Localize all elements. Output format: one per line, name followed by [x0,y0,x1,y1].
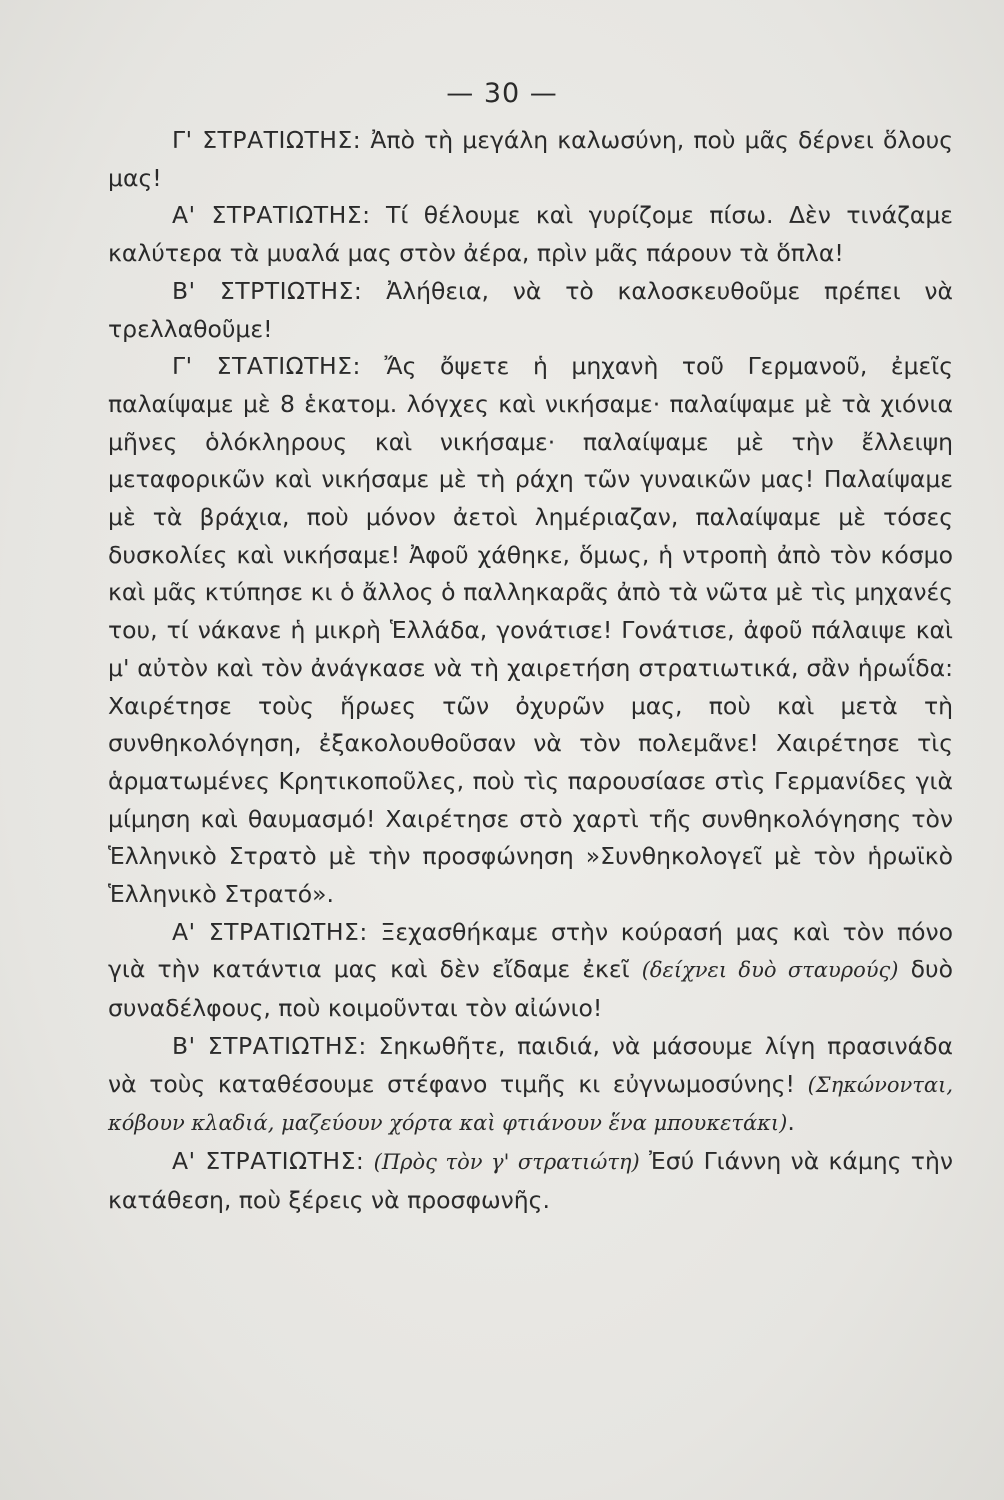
speaker-label: Α' ΣΤΡΑΤΙΩΤΗΣ: [172,201,371,230]
dialogue-text [108,122,953,1219]
dialogue-paragraph [108,914,953,1028]
dialogue-line: Ἄς ὄψετε ἡ μηχανὴ τοῦ Γερμανοῦ, ἐμεῖς παλαίψαμε μὲ 8 ἑκατομ. λόγχες καὶ νικήσαμε· παλαίψαμε μὲ τὰ χιόνια μῆνες ὁλόκληρους καὶ νικήσαμε· παλαίψαμε μὲ τὴν ἔλλειψη μεταφορικῶν καὶ νικήσαμε μὲ τὴ ράχη τῶν γυναικῶν μας! Παλαίψαμε μὲ τὰ βράχια, ποὺ μόνον ἀετοὶ λημέριαζαν, παλαίψαμε μὲ τόσες δυσκολίες καὶ νικήσαμε! Ἀφοῦ χάθηκε, ὅμως, ἡ ντροπὴ ἀπὸ τὸν κόσμο καὶ μᾶς κτύπησε κι ὁ ἄλλος ὁ παλληκαρᾶς ἀπὸ τὰ νῶτα μὲ τὶς μηχανές του, τί νάκανε ἡ μικρὴ Ἑλλάδα, γονάτισε! Γονάτισε, ἀφοῦ πάλαιψε καὶ μ' αὐτὸν καὶ τὸν ἀνάγκασε νὰ τὴ χαιρετήση στρατιωτικά, σἂν ἡρωΐδα: Χαιρέτησε τοὺς ἥρωες τῶν ὀχυρῶν μας, ποὺ καὶ μετὰ τὴ συνθηκολόγηση, ἐξακολουθοῦσαν νὰ τὸν πολεμᾶνε! Χαιρέτησε τὶς ἁρματωμένες Κρητικοποῦλες, ποὺ τὶς παρουσίασε στὶς Γερμανίδες γιὰ μίμηση καὶ θαυμασμό! Χαιρέτησε στὸ χαρτὶ τῆς συνθηκολόγησης τὸν Ἑλληνικὸ Στρατὸ μὲ τὴν προσφώνηση »Συνθηκολογεῖ μὲ τὸν ἡρωϊκὸ Ἑλληνικὸ Στρατό». [108,352,953,909]
dialogue-paragraph [108,122,953,197]
dialogue-line: Ξεχασθήκαμε στὴν κούρασή μας καὶ τὸν πόνο γιὰ τὴν κατάντια μας καὶ δὲν εἴδαμε ἐκεῖ [108,917,953,984]
stage-direction: (δείχνει δυὸ σταυρούς) [641,958,899,983]
dialogue-line: . [787,1108,795,1137]
dialogue-line: Ἀπὸ τὴ μεγάλη καλωσύνη, ποὺ μᾶς δέρνει ὅλους μας! [108,126,954,192]
speaker-label: Β' ΣΤΡΤΙΩΤΗΣ: [172,276,363,305]
dialogue-line: Σηκωθῆτε, παιδιά, νὰ μάσουμε λίγη πρασινάδα νὰ τοὺς καταθέσουμε στέφανο τιμῆς κι εὐγνωμοσύνης! [108,1031,953,1098]
dialogue-line: Ἀλήθεια, νὰ τὸ καλοσκευθοῦμε πρέπει νὰ τρελλαθοῦμε! [108,276,953,343]
dialogue-paragraph [108,273,953,348]
speaker-label: Α' ΣΤΡΑΤΙΩΤΗΣ: [172,917,368,946]
speaker-label: Β' ΣΤΡΑΤΙΩΤΗΣ: [172,1031,367,1060]
dialogue-line: Ἐσύ Γιάννη νὰ κάμης τὴν κατάθεση, ποὺ ξέρεις νὰ προσφωνῆς. [108,1146,953,1214]
dialogue-line [364,1147,373,1175]
stage-direction: (Πρὸς τὸν γ' στρατιώτη) [373,1149,640,1174]
dialogue-paragraph [108,1028,953,1143]
dialogue-paragraph [108,1143,953,1219]
dialogue-line: δυὸ συναδέλφους, ποὺ κοιμοῦνται τὸν αἰώνιο! [108,955,953,1023]
stage-direction: (Σηκώνονται, κόβουν κλαδιά, μαζεύουν χόρτα καὶ φτιάνουν ἕνα μπουκετάκι) [108,1072,953,1136]
speaker-label: Γ' ΣΤΑΤΙΩΤΗΣ: [172,352,361,381]
dialogue-paragraph [108,197,953,272]
dialogue-paragraph [108,348,953,914]
speaker-label: Γ' ΣΤΡΑΤΙΩΤΗΣ: [172,126,362,154]
dialogue-line: Τί θέλουμε καὶ γυρίζομε πίσω. Δὲν τινάζαμε καλύτερα τὰ μυαλά μας στὸν ἀέρα, πρὶν μᾶς πάρουν τὰ ὅπλα! [108,201,953,268]
speaker-label: Α' ΣΤΡΑΤΙΩΤΗΣ: [172,1146,365,1175]
page-number: — 30 — [446,78,558,109]
